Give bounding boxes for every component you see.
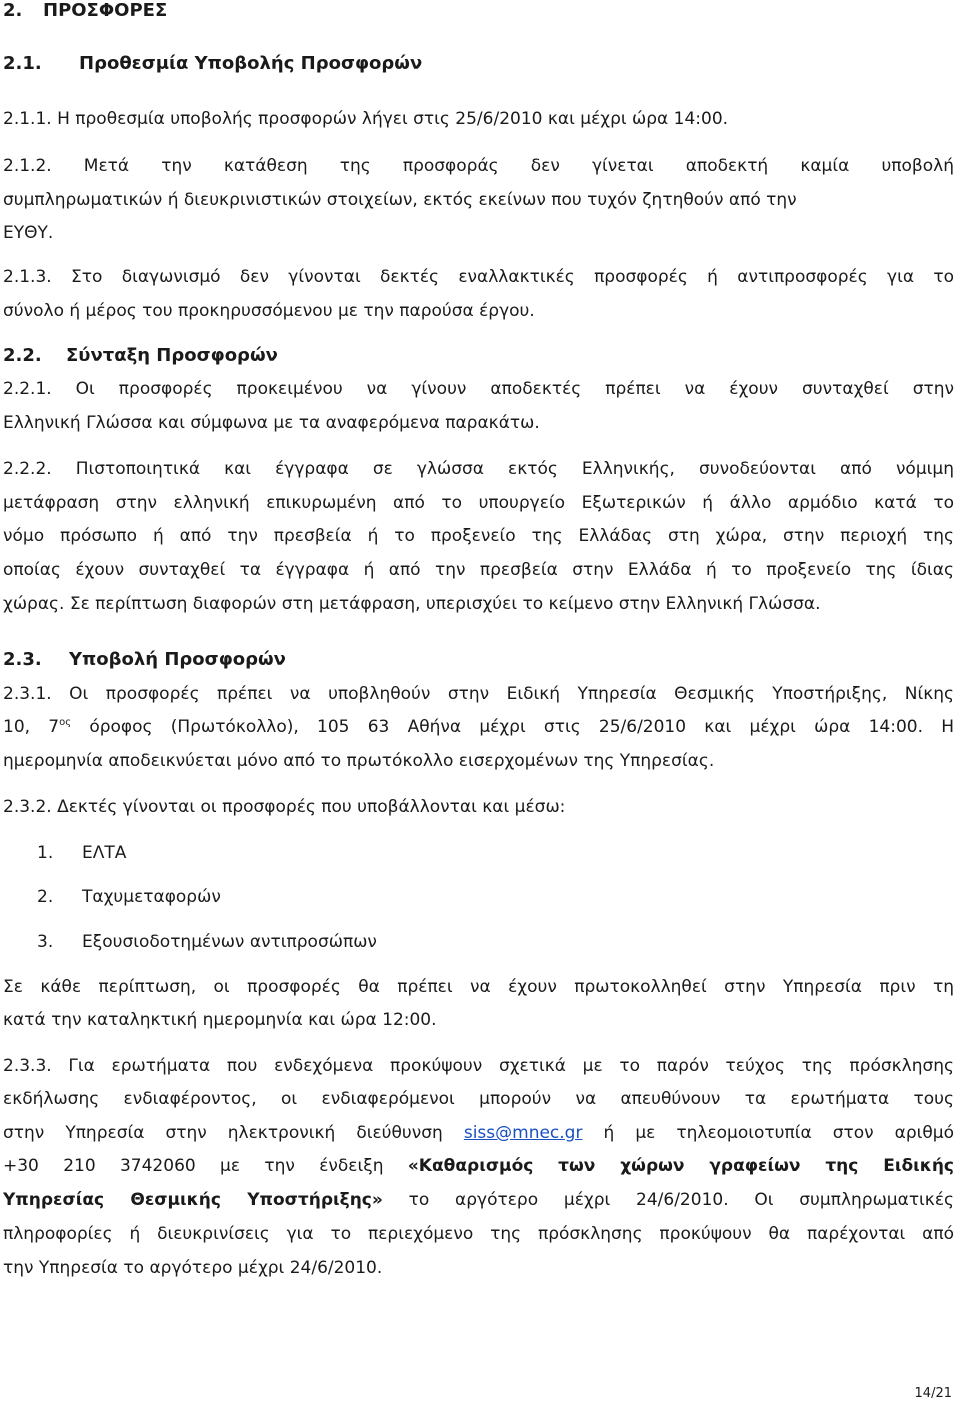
list-item-label: Εξουσιοδοτημένων αντιπροσώπων (82, 932, 377, 952)
page-number: 14/21 (914, 1386, 952, 1401)
paragraph-text: το αργότερο μέχρι 24/6/2010. Οι συμπληρωματικές (408, 1190, 954, 1210)
paragraph-2-2-1-line-1 (3, 378, 954, 400)
paragraph-text: όροφος (Πρωτόκολλο), 105 63 Αθήνα μέχρι στις 25/6/2010 και μέχρι ώρα 14:00. Η (71, 717, 954, 737)
bold-subject-text: Υπηρεσίας Θεσμικής Υποστήριξης» (3, 1190, 383, 1210)
paragraph-text: Δεκτές γίνονται οι προσφορές που υποβάλλονται και μέσω: (57, 797, 566, 817)
paragraph-2-2-2-line-5: χώρας. Σε περίπτωση διαφορών στη μετάφραση, υπερισχύει το κείμενο στην Ελληνική Γλώσσα. (3, 594, 821, 614)
paragraph-number: 2.1.2. (3, 156, 52, 176)
section-heading-2-1 (3, 53, 954, 75)
list-item (37, 842, 954, 864)
paragraph-deadline-line-1: Σε κάθε περίπτωση, οι προσφορές θα πρέπει να έχουν πρωτοκολληθεί στην Υπηρεσία πριν τη (3, 977, 954, 997)
paragraph-text: Η προθεσμία υποβολής προσφορών λήγει στις 25/6/2010 και μέχρι ώρα 14:00. (57, 109, 729, 129)
paragraph-number: 2.3.2. (3, 797, 52, 817)
list-item-number: 2. (37, 887, 54, 907)
paragraph-2-3-3-line-6: πληροφορίες ή διευκρινίσεις για το περιεχόμενο της πρόσκλησης προκύψουν θα παρέχονται από (3, 1224, 954, 1244)
section-heading-2-3 (3, 649, 954, 671)
paragraph-number: 2.1.1. (3, 109, 52, 129)
paragraph-deadline-line-2: κατά την καταληκτική ημερομηνία και ώρα 12:00. (3, 1010, 437, 1030)
list-item-number: 1. (37, 843, 54, 863)
paragraph-2-3-1-line-2 (3, 716, 954, 738)
bold-subject-text: «Καθαρισμός των χώρων γραφείων της Ειδικής (407, 1156, 955, 1176)
paragraph-text: στην Υπηρεσία στην ηλεκτρονική διεύθυνση (3, 1123, 443, 1143)
paragraph-text: Οι προσφορές πρέπει να υποβληθούν στην Ειδική Υπηρεσία Θεσμικής Υποστήριξης, Νίκης (69, 684, 954, 704)
paragraph-text: +30 210 3742060 με την ένδειξη (3, 1156, 384, 1176)
paragraph-text: 10, 7 (3, 717, 60, 737)
list-item (37, 931, 954, 953)
section-number: 2.3. (3, 649, 42, 670)
section-title: Υποβολή Προσφορών (69, 649, 286, 670)
paragraph-2-3-3-line-3 (3, 1122, 954, 1144)
paragraph-2-3-3-line-7: την Υπηρεσία το αργότερο μέχρι 24/6/2010. (3, 1258, 383, 1278)
paragraph-2-3-3-line-2: εκδήλωσης ενδιαφέροντος, οι ενδιαφερόμενοι μπορούν να απευθύνουν τα ερωτήματα τους (3, 1089, 954, 1109)
paragraph-2-1-1 (3, 108, 954, 130)
paragraph-text: Στο διαγωνισμό δεν γίνονται δεκτές εναλλακτικές προσφορές ή αντιπροσφορές για το (71, 267, 955, 287)
paragraph-text: Για ερωτήματα που ενδεχόμενα προκύψουν σχετικά με το παρόν τεύχος της πρόσκλησης (68, 1056, 954, 1076)
list-item-label: Ταχυμεταφορών (82, 887, 221, 907)
paragraph-2-2-2-line-3: νόμο πρόσωπο ή από την πρεσβεία ή το προξενείο της Ελλάδας στη χώρα, στην περιοχή της (3, 526, 954, 546)
paragraph-2-1-2-line-2: συμπληρωματικών ή διευκρινιστικών στοιχείων, εκτός εκείνων που τυχόν ζητηθούν από την (3, 190, 797, 210)
paragraph-2-1-2-line-3: ΕΥΘΥ. (3, 223, 54, 243)
paragraph-number: 2.2.2. (3, 459, 52, 479)
paragraph-2-3-2 (3, 796, 954, 818)
paragraph-2-3-1-line-3: ημερομηνία αποδεικνύεται μόνο από το πρωτόκολλο εισερχομένων της Υπηρεσίας. (3, 751, 715, 771)
paragraph-2-3-1-line-1 (3, 683, 954, 705)
section-number: 2.2. (3, 345, 42, 366)
paragraph-text: Πιστοποιητικά και έγγραφα σε γλώσσα εκτός Ελληνικής, συνοδεύονται από νόμιμη (75, 459, 954, 479)
email-link[interactable]: siss@mnec.gr (463, 1123, 583, 1143)
section-heading-2-2 (3, 345, 954, 367)
paragraph-2-3-3-line-5 (3, 1189, 954, 1211)
paragraph-number: 2.2.1. (3, 379, 52, 399)
paragraph-number: 2.3.1. (3, 684, 52, 704)
paragraph-2-2-2-line-1 (3, 458, 954, 480)
paragraph-2-2-2-line-4: οποίας έχουν συνταχθεί τα έγγραφα ή από την πρεσβεία στην Ελλάδα ή το προξενείο της ίδιας (3, 560, 954, 580)
section-number: 2.1. (3, 53, 42, 74)
paragraph-text: Μετά την κατάθεση της προσφοράς δεν γίνεται αποδεκτή καμία υποβολή (83, 156, 954, 176)
paragraph-2-3-3-line-1 (3, 1055, 954, 1077)
section-title: ΠΡΟΣΦΟΡΕΣ (43, 0, 168, 21)
section-title: Προθεσμία Υποβολής Προσφορών (79, 53, 423, 74)
paragraph-2-1-3-line-2: σύνολο ή μέρος του προκηρυσσόμενου με την παρούσα έργου. (3, 301, 535, 321)
list-item-number: 3. (37, 932, 54, 952)
list-item-label: ΕΛΤΑ (82, 843, 127, 863)
section-title: Σύνταξη Προσφορών (66, 345, 278, 366)
paragraph-text: ή με τηλεομοιοτυπία στον αριθμό (603, 1123, 955, 1143)
paragraph-2-1-3-line-1 (3, 266, 954, 288)
section-number: 2. (3, 0, 23, 21)
paragraph-number: 2.1.3. (3, 267, 52, 287)
paragraph-2-2-1-line-2: Ελληνική Γλώσσα και σύμφωνα με τα αναφερόμενα παρακάτω. (3, 413, 540, 433)
paragraph-2-1-2-line-1 (3, 155, 954, 177)
paragraph-2-3-3-line-4 (3, 1155, 954, 1177)
paragraph-2-2-2-line-2: μετάφραση στην ελληνική επικυρωμένη από το υπουργείο Εξωτερικών ή άλλο αρμόδιο κατά το (3, 493, 954, 513)
paragraph-number: 2.3.3. (3, 1056, 52, 1076)
ordinal-superscript: ος (59, 717, 72, 728)
list-item (37, 886, 954, 908)
section-heading-2 (3, 0, 954, 22)
paragraph-text: Οι προσφορές προκειμένου να γίνουν αποδεκτές πρέπει να έχουν συνταχθεί στην (75, 379, 955, 399)
